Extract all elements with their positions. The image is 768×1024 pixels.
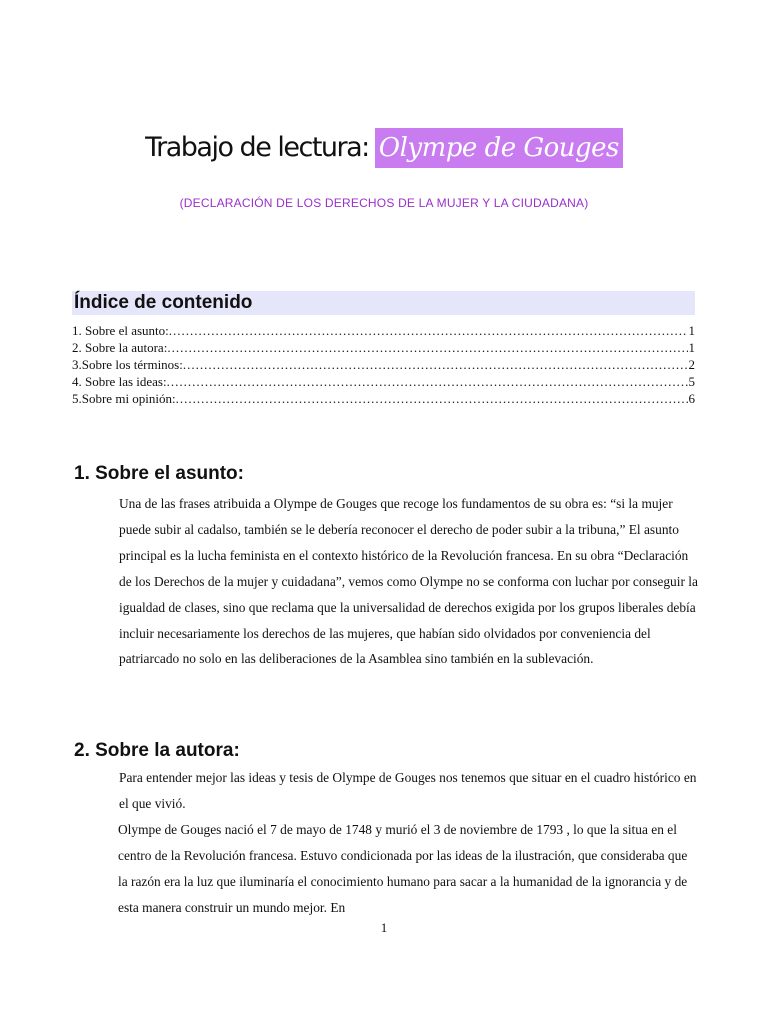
toc-entry-label: 1. Sobre el asunto:	[72, 323, 169, 338]
section-heading-asunto: 1. Sobre el asunto:	[74, 463, 244, 484]
document-title	[0, 128, 768, 168]
toc-entry-label: 2. Sobre la autora:	[72, 340, 168, 355]
paragraph: Una de las frases atribuida a Olympe de Gouges que recoge los fundamentos de su obra es: “si la mujer puede subir al cadalso, también se le debería reconocer el derecho de poder subir a la tribuna,” El asunto principal es la lucha feminista en el contexto histórico de la Revolución francesa. En su obra “Declaración de los Derechos de la mujer y cuidadana”, vemos como Olympe no se conforma con luchar por conseguir la igualdad de clases, sino que reclama que la universalidad de derechos exigida por los grupos liberales debía incluir necesariamente los derechos de las mujeres, que habían sido olvidados por conveniencia del patriarcado no solo en las deliberaciones de la Asamblea sino también en la sublevación.	[119, 496, 698, 667]
toc-entry[interactable]	[72, 356, 695, 373]
section-body-autora	[119, 765, 699, 920]
toc-entry-label: 5.Sobre mi opinión:	[72, 391, 176, 406]
title-highlighted-author: Olympe de Gouges	[375, 128, 623, 168]
table-of-contents	[72, 322, 695, 407]
toc-entry[interactable]	[72, 339, 695, 356]
toc-leader-dots	[176, 390, 688, 407]
toc-entry-page: 1	[688, 323, 695, 338]
toc-entry[interactable]	[72, 322, 695, 339]
toc-entry[interactable]	[72, 390, 695, 407]
paragraph: Para entender mejor las ideas y tesis de Olympe de Gouges nos tenemos que situar en el cuadro histórico en el que vivió.	[119, 770, 697, 811]
title-main-text: Trabajo de lectura:	[145, 132, 369, 163]
toc-entry[interactable]	[72, 373, 695, 390]
toc-leader-dots	[167, 373, 688, 390]
document-subtitle: (DECLARACIÓN DE LOS DERECHOS DE LA MUJER Y LA CIUDADANA)	[179, 196, 589, 210]
paragraph: Olympe de Gouges nació el 7 de mayo de 1748 y murió el 3 de noviembre de 1793 , lo que la situa en el centro de la Revolución francesa. Estuvo condicionada por las ideas de la ilustración, que consideraba que la razón era la luz que iluminaría el conocimiento humano para sacar a la humanidad de la ignorancia y de esta manera construir un mundo mejor. En	[118, 821, 688, 915]
toc-entry-page: 5	[688, 374, 695, 389]
section-heading-autora: 2. Sobre la autora:	[74, 740, 240, 761]
toc-entry-label: 3.Sobre los términos:	[72, 357, 183, 372]
toc-entry-page: 2	[688, 357, 695, 372]
section-body-asunto	[119, 491, 699, 672]
toc-leader-dots	[167, 339, 687, 356]
toc-leader-dots	[183, 356, 688, 373]
page-number: 1	[380, 920, 388, 935]
toc-leader-dots	[169, 322, 688, 339]
toc-entry-page: 1	[688, 340, 695, 355]
toc-entry-page: 6	[688, 391, 695, 406]
toc-heading: Índice de contenido	[72, 291, 695, 315]
toc-entry-label: 4. Sobre las ideas:	[72, 374, 167, 389]
